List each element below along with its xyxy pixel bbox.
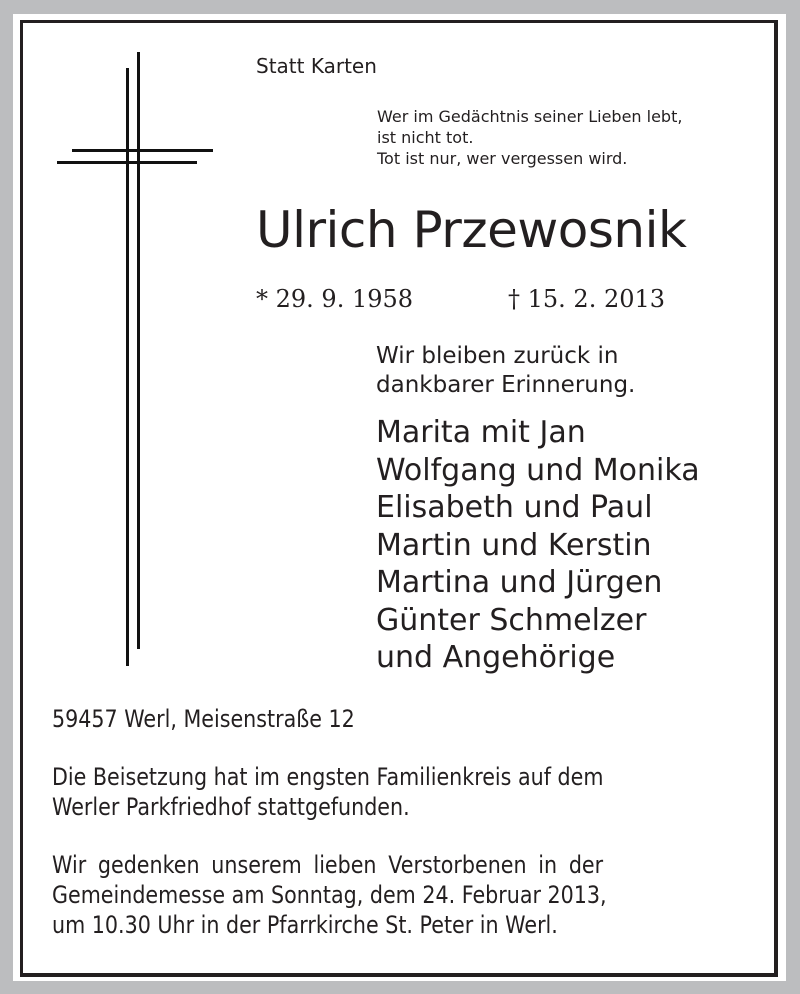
- quote-line: ist nicht tot.: [377, 128, 474, 147]
- burial-line: Die Beisetzung hat im engsten Familienkreis auf dem: [52, 763, 604, 791]
- birth-date: * 29. 9. 1958: [256, 285, 414, 313]
- deceased-name: Ulrich Przewosnik: [256, 201, 687, 259]
- remembrance-line: dankbarer Erinnerung.: [376, 372, 636, 398]
- mass-line: um 10.30 Uhr in der Pfarrkirche St. Peter in Werl.: [52, 911, 558, 939]
- mourner: Martin und Kerstin: [376, 528, 652, 563]
- mourner: Martina und Jürgen: [376, 565, 663, 600]
- statt-karten-label: Statt Karten: [256, 54, 377, 78]
- death-date: † 15. 2. 2013: [508, 285, 666, 313]
- address: 59457 Werl, Meisenstraße 12: [52, 705, 355, 733]
- quote-line: Tot ist nur, wer vergessen wird.: [377, 149, 628, 168]
- mourner: Elisabeth und Paul: [376, 490, 653, 525]
- mourner: Günter Schmelzer: [376, 603, 647, 638]
- remembrance-line: Wir bleiben zurück in: [376, 343, 619, 369]
- mass-line: Gemeindemesse am Sonntag, dem 24. Februar 2013,: [52, 881, 607, 909]
- mourner: Marita mit Jan: [376, 415, 586, 450]
- quote-line: Wer im Gedächtnis seiner Lieben lebt,: [377, 107, 683, 126]
- mourner: und Angehörige: [376, 640, 616, 675]
- mourner: Wolfgang und Monika: [376, 453, 700, 488]
- mass-line: Wir gedenken unserem lieben Verstorbenen in der: [52, 851, 604, 879]
- burial-line: Werler Parkfriedhof stattgefunden.: [52, 793, 410, 821]
